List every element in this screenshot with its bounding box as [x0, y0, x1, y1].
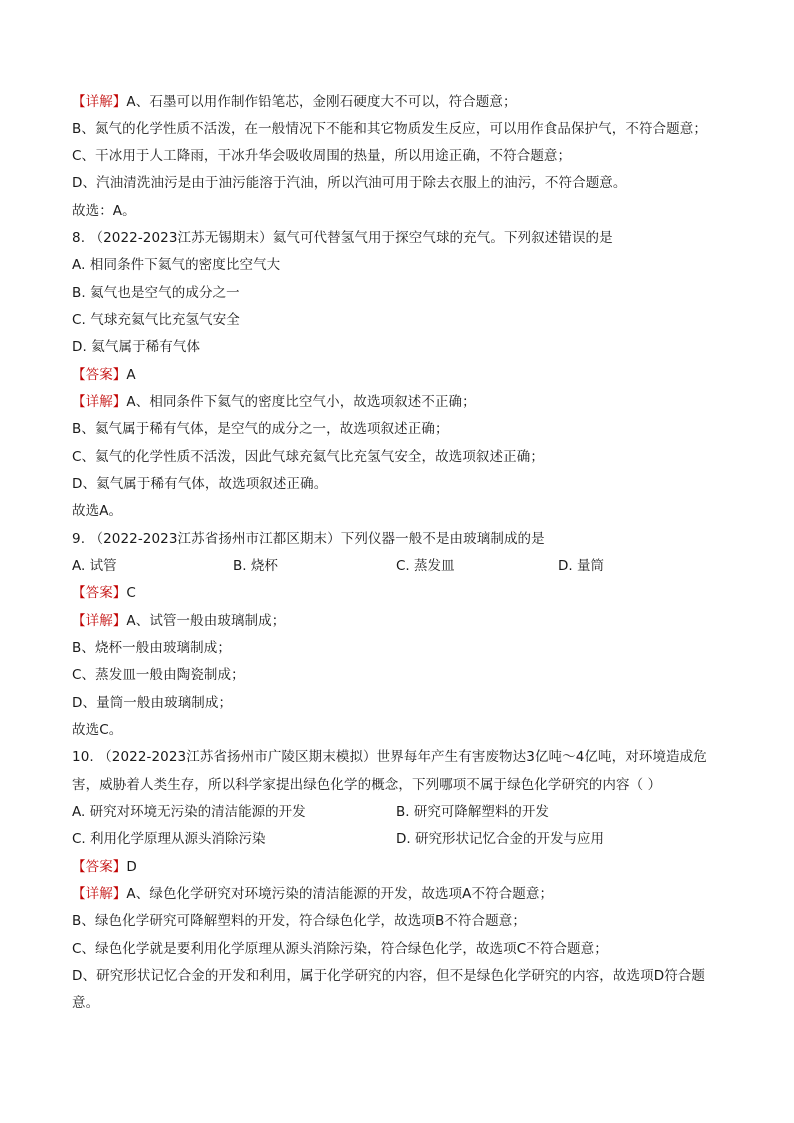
- q9-detail-c: C、蒸发皿一般由陶瓷制成；: [72, 667, 245, 683]
- answer-tag: 【答案】: [72, 367, 127, 383]
- q9-detail-b: B、烧杯一般由玻璃制成；: [72, 640, 231, 656]
- q9-stem: 9. （2022-2023江苏省扬州市江都区期末）下列仪器一般不是由玻璃制成的是: [72, 531, 545, 547]
- q10-detail-c: C、绿色化学就是要利用化学原理从源头消除污染，符合绿色化学，故选项C不符合题意；: [72, 941, 608, 957]
- detail-tag: 【详解】: [72, 886, 127, 902]
- q8-stem: 8. （2022-2023江苏无锡期末）氦气可代替氢气用于探空气球的充气。下列叙述错误的是: [72, 230, 613, 246]
- q10-option-c: C. 利用化学原理从源头消除污染: [72, 831, 266, 847]
- q8-option-b: B. 氦气也是空气的成分之一: [72, 285, 240, 301]
- q10-option-a: A. 研究对环境无污染的清洁能源的开发: [72, 804, 306, 820]
- detail-tag: 【详解】: [72, 94, 127, 110]
- q10-option-b: B. 研究可降解塑料的开发: [396, 804, 549, 820]
- q9-option-c: C. 蒸发皿: [396, 558, 455, 574]
- q7-detail-a-text: A、石墨可以用作制作铅笔芯，金刚石硬度大不可以，符合题意；: [126, 94, 517, 110]
- q10-detail-d-line1: D、研究形状记忆合金的开发和利用，属于化学研究的内容，但不是绿色化学研究的内容，故选项D符合题: [72, 968, 705, 984]
- q9-detail-d: D、量筒一般由玻璃制成；: [72, 695, 233, 711]
- q8-detail-c: C、氦气的化学性质不活泼，因此气球充氦气比充氢气安全，故选项叙述正确；: [72, 449, 544, 465]
- q10-answer: [72, 858, 732, 876]
- q8-option-d: D. 氦气属于稀有气体: [72, 339, 201, 355]
- q10-stem-line1: 10. （2022-2023江苏省扬州市广陵区期末模拟）世界每年产生有害废物达3亿吨～4亿吨，对环境造成危: [72, 749, 707, 765]
- q9-answer-value: C: [126, 585, 136, 601]
- q8-detail-b: B、氦气属于稀有气体，是空气的成分之一，故选项叙述正确；: [72, 421, 449, 437]
- q9-answer: [72, 584, 732, 602]
- q7-detail-c: C、干冰用于人工降雨，干冰升华会吸收周围的热量，所以用途正确，不符合题意；: [72, 148, 572, 164]
- q8-option-a: A. 相同条件下氦气的密度比空气大: [72, 257, 281, 273]
- q10-detail-d-line2: 意。: [72, 995, 100, 1011]
- q10-answer-value: D: [126, 859, 137, 875]
- q9-detail-a: [72, 612, 732, 630]
- answer-tag: 【答案】: [72, 585, 127, 601]
- q9-option-b: B. 烧杯: [233, 558, 278, 574]
- q8-answer-value: A: [126, 367, 136, 383]
- q8-option-c: C. 气球充氦气比充氢气安全: [72, 312, 240, 328]
- answer-tag: 【答案】: [72, 859, 127, 875]
- q7-detail-d: D、汽油清洗油污是由于油污能溶于汽油，所以汽油可用于除去衣服上的油污，不符合题意。: [72, 175, 627, 191]
- q7-conclusion: 故选：A。: [72, 203, 136, 219]
- q8-detail-d: D、氦气属于稀有气体，故选项叙述正确。: [72, 476, 328, 492]
- q8-detail-a-text: A、相同条件下氦气的密度比空气小，故选项叙述不正确；: [126, 394, 476, 410]
- q10-detail-a: [72, 885, 732, 903]
- q8-conclusion: 故选A。: [72, 503, 123, 519]
- q10-detail-b: B、绿色化学研究可降解塑料的开发，符合绿色化学，故选项B不符合题意；: [72, 913, 526, 929]
- detail-tag: 【详解】: [72, 394, 127, 410]
- q10-stem-line2: 害，威胁着人类生存，所以科学家提出绿色化学的概念，下列哪项不属于绿色化学研究的内容（ ）: [72, 777, 662, 793]
- q8-answer: [72, 366, 732, 384]
- q10-option-d: D. 研究形状记忆合金的开发与应用: [396, 831, 604, 847]
- q8-detail-a: [72, 393, 732, 411]
- q9-option-d: D. 量筒: [558, 558, 604, 574]
- q7-detail-a: [72, 93, 732, 111]
- q9-conclusion: 故选C。: [72, 722, 123, 738]
- q9-option-a: A. 试管: [72, 558, 117, 574]
- detail-tag: 【详解】: [72, 613, 127, 629]
- q9-detail-a-text: A、试管一般由玻璃制成；: [126, 613, 286, 629]
- q7-detail-b: B、氮气的化学性质不活泼，在一般情况下不能和其它物质发生反应，可以用作食品保护气，不符合题意；: [72, 121, 707, 137]
- q10-detail-a-text: A、绿色化学研究对环境污染的清洁能源的开发，故选项A不符合题意；: [126, 886, 554, 902]
